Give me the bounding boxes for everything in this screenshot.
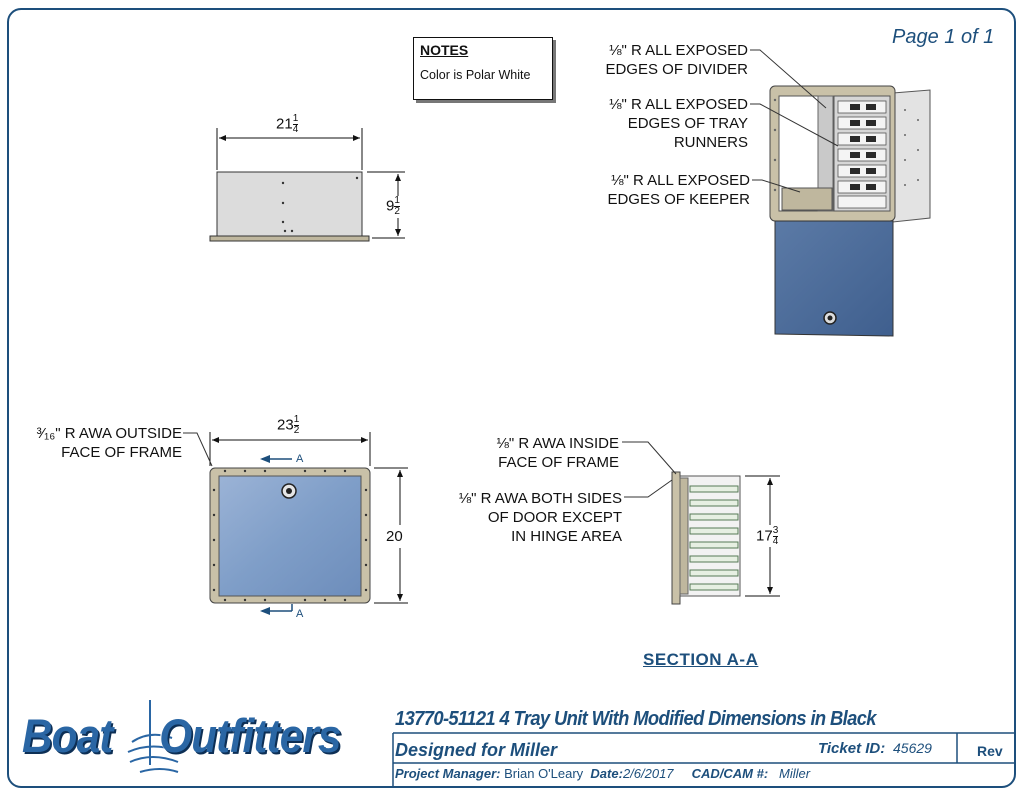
callout-runners <box>576 95 748 152</box>
top-height-dim <box>386 196 400 217</box>
callout-door-line1: ⅛" R AWA BOTH SIDES <box>458 490 622 507</box>
project-info-row <box>395 766 810 781</box>
drawing-title: 13770-51121 4 Tray Unit With Modified Dimensions in Black <box>395 708 876 730</box>
notes-title: NOTES <box>420 42 469 58</box>
section-title: SECTION A-A <box>643 650 759 669</box>
section-height-dim <box>756 526 778 547</box>
notes-text: Color is Polar White <box>420 68 531 82</box>
top-width-whole: 21 <box>276 115 293 133</box>
company-logo <box>22 708 341 763</box>
page-label: Page 1 of 1 <box>892 26 995 48</box>
designed-for: Designed for Miller <box>395 740 558 760</box>
section-height-whole: 17 <box>756 527 773 545</box>
logo-text-left: Boat <box>22 709 113 762</box>
top-width-dim <box>276 114 298 135</box>
section-marker-bottom: A <box>296 608 304 620</box>
top-height-den: 2 <box>394 206 400 217</box>
callout-divider-line2: EDGES OF DIVIDER <box>605 61 748 78</box>
front-height-dim: 20 <box>386 528 403 545</box>
front-width-whole: 23 <box>277 416 294 434</box>
date-value: 2/6/2017 <box>622 766 674 781</box>
callout-keeper-line1: ⅛" R ALL EXPOSED <box>611 172 750 189</box>
pm-name: Brian O'Leary <box>504 766 584 781</box>
top-width-den: 4 <box>292 124 299 135</box>
front-width-num: 1 <box>293 414 300 425</box>
callout-keeper-line2: EDGES OF KEEPER <box>607 191 750 208</box>
top-height-num: 1 <box>394 195 400 206</box>
callout-outside-line1: ³⁄₁₆" R AWA OUTSIDE <box>36 425 182 442</box>
callout-runners-line3: RUNNERS <box>673 134 748 151</box>
top-view <box>210 128 405 241</box>
callout-outside-frame <box>18 424 182 462</box>
callout-inside-frame <box>460 434 619 472</box>
callout-door-sides <box>430 489 622 546</box>
date-label: Date: <box>590 766 623 781</box>
callout-door-line3: IN HINGE AREA <box>511 528 622 545</box>
callout-keeper <box>576 171 750 209</box>
front-width-den: 2 <box>293 425 300 436</box>
callout-outside-line2: FACE OF FRAME <box>61 444 182 461</box>
pm-label: Project Manager: <box>395 766 501 781</box>
section-marker-top: A <box>296 453 304 465</box>
callout-divider-line1: ⅛" R ALL EXPOSED <box>609 42 748 59</box>
iso-view <box>750 50 930 336</box>
callout-inside-line2: FACE OF FRAME <box>498 454 619 471</box>
ticket-id: 45629 <box>893 740 932 756</box>
callout-inside-line1: ⅛" R AWA INSIDE <box>496 435 619 452</box>
section-view <box>622 442 780 604</box>
top-height-whole: 9 <box>386 197 395 215</box>
logo-text-right: Outfitters <box>159 709 341 762</box>
callout-runners-line1: ⅛" R ALL EXPOSED <box>609 96 748 113</box>
cad-label: CAD/CAM #: <box>691 766 769 781</box>
front-width-dim <box>277 415 299 436</box>
callout-divider <box>576 41 748 79</box>
ticket-label: Ticket ID: <box>818 740 886 757</box>
callout-runners-line2: EDGES OF TRAY <box>627 115 748 132</box>
rev-label: Rev <box>977 743 1003 759</box>
top-width-num: 1 <box>292 113 299 124</box>
callout-door-line2: OF DOOR EXCEPT <box>487 509 622 526</box>
section-height-den: 4 <box>772 536 779 547</box>
cad-value: Miller <box>779 766 811 781</box>
section-height-num: 3 <box>772 525 779 536</box>
